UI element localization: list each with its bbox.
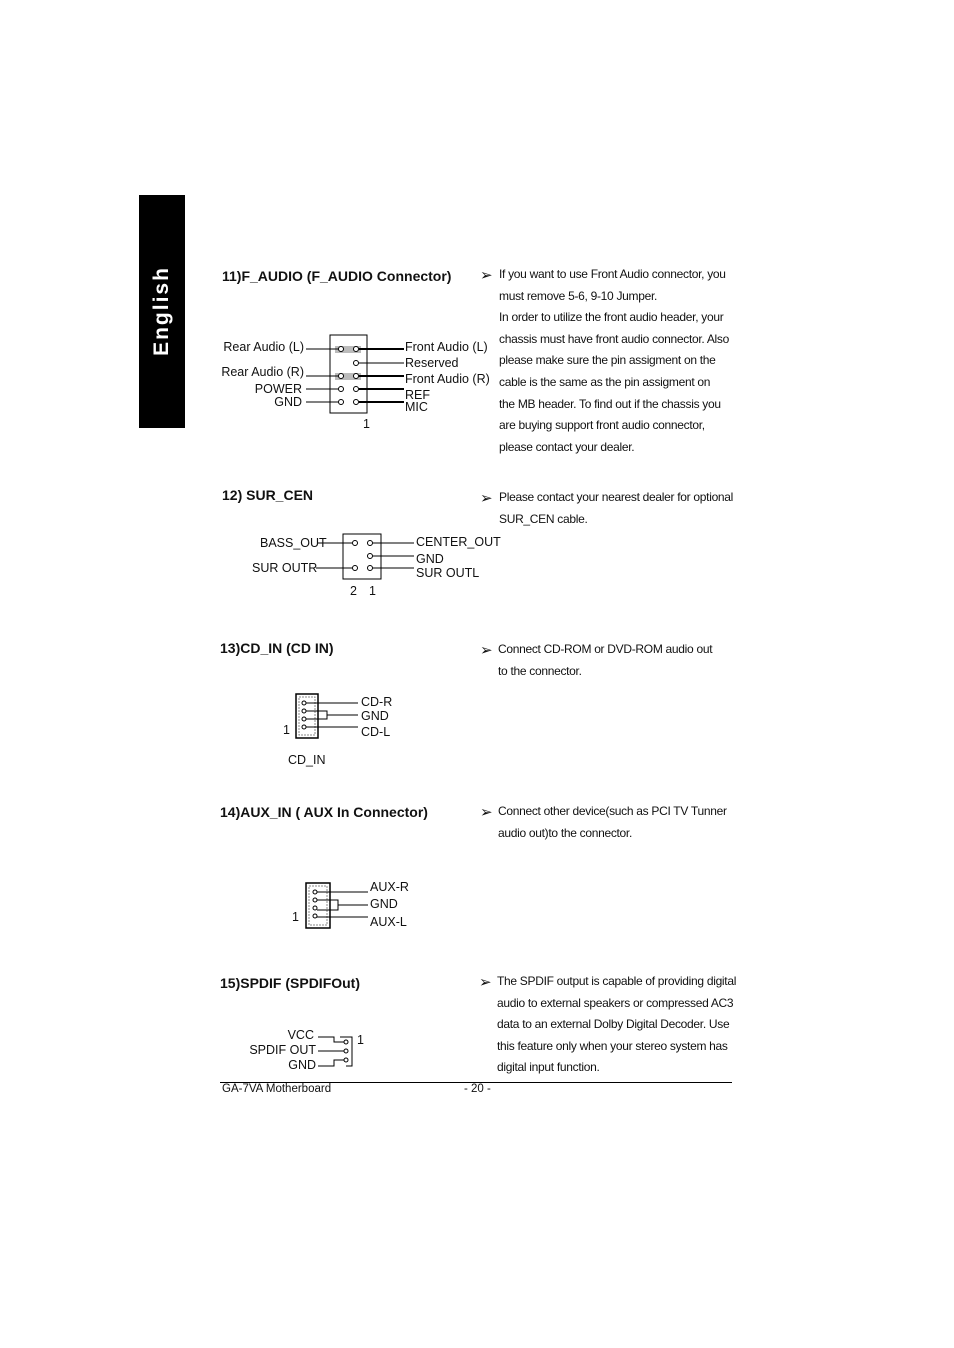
pin-label: CD-L (361, 725, 391, 739)
pin-label: REF (405, 388, 430, 402)
pin-label: GND (288, 1058, 316, 1072)
bullet-icon: ➢ (479, 974, 492, 991)
pin-number: 1 (292, 910, 299, 924)
bullet-icon: ➢ (480, 804, 493, 821)
note-line: this feature only when your stereo system has (497, 1038, 728, 1053)
note-line: the MB header. To find out if the chassis you (499, 396, 721, 411)
pin-label: Rear Audio (R) (221, 365, 304, 379)
note-line: If you want to use Front Audio connector, you (499, 267, 726, 281)
pin-label: POWER (254, 382, 302, 396)
note-line: SUR_CEN cable. (499, 511, 588, 526)
sur-cen-diagram (316, 534, 414, 579)
pin-label: CENTER_OUT (416, 535, 501, 549)
pin-label: GND (416, 552, 444, 566)
f-audio-diagram (306, 335, 404, 413)
cd-in-note (498, 639, 712, 682)
note-line: audio out)to the connector. (498, 825, 633, 840)
spdif-title: 15)SPDIF (SPDIFOut) (220, 975, 361, 991)
page-number: - 20 - (464, 1083, 491, 1095)
pin-number: 1 (369, 584, 376, 598)
note-line: please contact your dealer. (499, 439, 635, 454)
bullet-icon: ➢ (480, 642, 493, 659)
aux-in-diagram (306, 883, 368, 928)
note-line: Connect other device(such as PCI TV Tunner (498, 804, 727, 818)
pin-label: SUR OUTL (416, 566, 480, 580)
footer-model: GA-7VA Motherboard (222, 1083, 332, 1095)
pin-label: GND (361, 709, 389, 723)
aux-in-title: 14)AUX_IN ( AUX In Connector) (220, 804, 428, 820)
pin-label: GND (370, 897, 398, 911)
aux-in-note (498, 801, 727, 844)
pin-label: AUX-L (370, 915, 407, 929)
pin-label: AUX-R (370, 880, 409, 894)
pin-label: BASS_OUT (260, 536, 327, 550)
pin-label: Reserved (405, 356, 459, 370)
note-line: Connect CD-ROM or DVD-ROM audio out (498, 642, 713, 656)
note-line: audio to external speakers or compressed AC3 (497, 995, 734, 1010)
pin-label: CD-R (361, 695, 393, 709)
bullet-icon: ➢ (480, 490, 493, 507)
cd-in-title: 13)CD_IN (CD IN) (220, 640, 334, 656)
note-line: to the connector. (498, 663, 582, 678)
pin-label: Front Audio (L) (405, 340, 488, 354)
pin-label: SUR OUTR (252, 561, 318, 575)
sur-cen-title: 12) SUR_CEN (222, 487, 314, 503)
pin-label: MIC (405, 400, 428, 414)
spdif-note (497, 971, 736, 1079)
spdif-diagram (318, 1037, 352, 1066)
note-line: must remove 5-6, 9-10 Jumper. (499, 288, 658, 303)
pin-label: VCC (287, 1028, 314, 1042)
note-line: The SPDIF output is capable of providing digital (497, 974, 737, 988)
pin-number: 1 (357, 1033, 364, 1047)
note-line: In order to utilize the front audio header, your (499, 310, 724, 325)
pin-label: Front Audio (R) (405, 372, 490, 386)
sur-cen-note (499, 487, 733, 530)
connector-caption: CD_IN (288, 753, 326, 767)
note-line: are buying support front audio connector, (499, 418, 705, 433)
pin-number: 1 (283, 723, 290, 737)
note-line: please make sure the pin assigment on the (499, 353, 716, 368)
pin-label: Rear Audio (L) (223, 340, 304, 354)
note-line: data to an external Dolby Digital Decoder. Use (497, 1017, 730, 1032)
note-line: chassis must have front audio connector. Also (499, 331, 729, 346)
pin-number: 1 (363, 417, 370, 431)
f-audio-note (499, 264, 729, 458)
bullet-icon: ➢ (480, 267, 493, 284)
language-tab-label: English (150, 266, 173, 356)
note-line: cable is the same as the pin assigment on (499, 374, 711, 389)
pin-label: GND (274, 395, 302, 409)
note-line: Please contact your nearest dealer for optional (499, 490, 734, 504)
pin-number: 2 (350, 584, 357, 598)
cd-in-diagram (296, 694, 358, 738)
note-line: digital input function. (497, 1060, 600, 1075)
pin-label: SPDIF OUT (249, 1043, 316, 1057)
f-audio-title: 11)F_AUDIO (F_AUDIO Connector) (222, 268, 452, 284)
